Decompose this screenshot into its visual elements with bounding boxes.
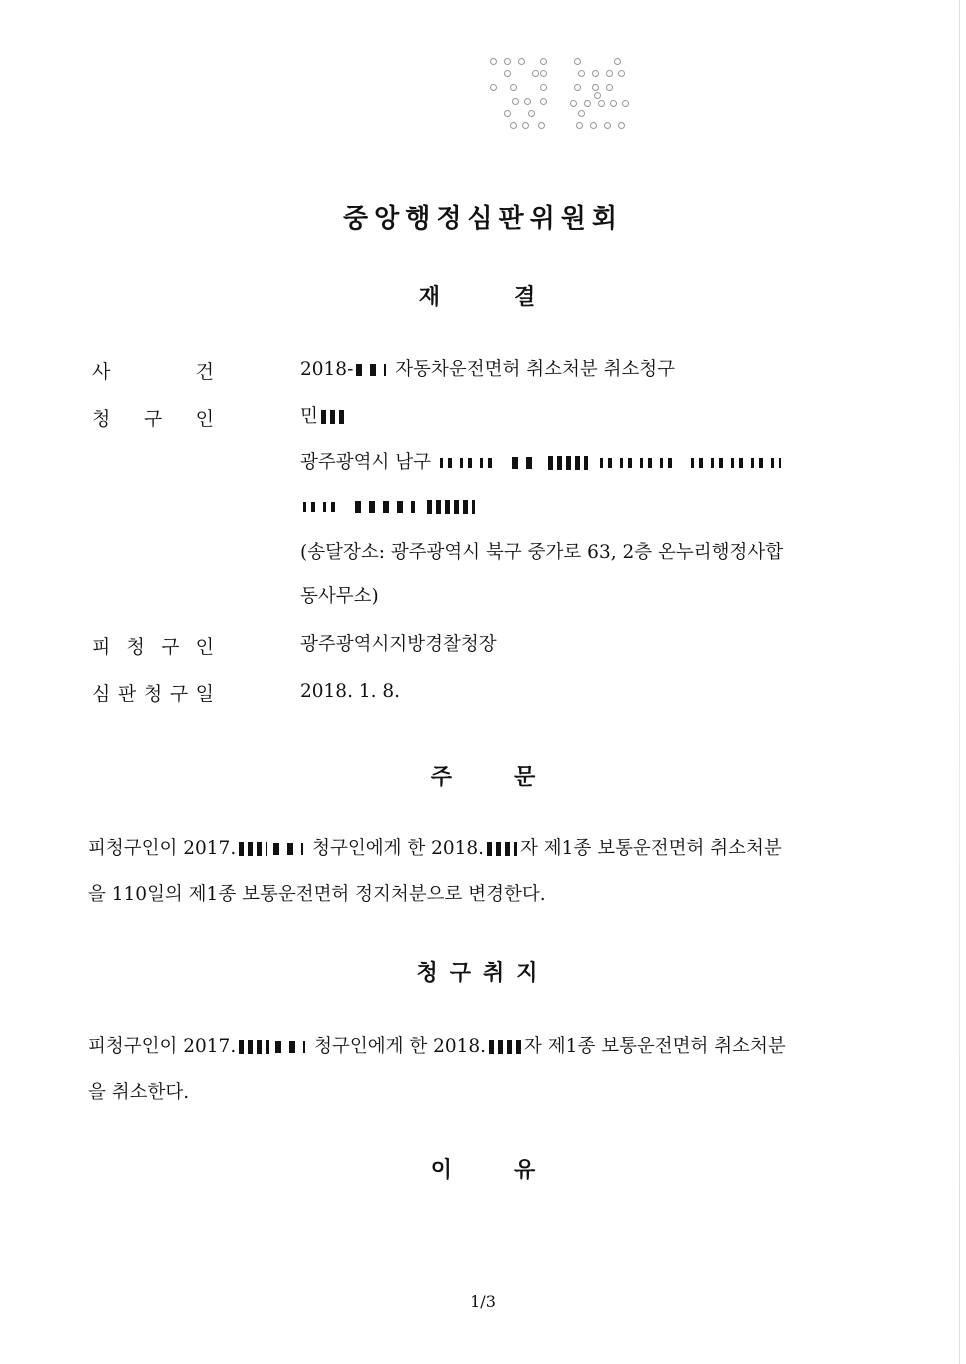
document-type-char: 재 bbox=[418, 285, 452, 310]
case-value bbox=[300, 355, 675, 385]
redacted-block bbox=[691, 458, 781, 468]
redacted-block bbox=[303, 502, 343, 512]
page-number: 1/3 bbox=[470, 1292, 496, 1311]
redacted-block bbox=[440, 458, 500, 468]
delivery-address-line2: 동사무소) bbox=[300, 586, 379, 607]
redacted-block bbox=[600, 458, 680, 468]
claimant-address: 광주광역시 남구 bbox=[300, 448, 784, 478]
claim-purpose-line1: 피청구인이 2017. 청구인에게 한 2018. 자 제1종 보통운전면허 취소처분 bbox=[88, 1036, 786, 1057]
redacted-block bbox=[239, 1040, 269, 1054]
redacted-block bbox=[355, 501, 415, 513]
claim-purpose-line2: 을 취소한다. bbox=[88, 1082, 190, 1103]
claimant-address-cont bbox=[300, 492, 478, 522]
order-line2: 을 110일의 제1종 보통운전면허 정지처분으로 변경한다. bbox=[88, 884, 546, 905]
registration-stamp bbox=[482, 52, 632, 132]
redacted-block bbox=[321, 410, 347, 424]
organization-title: 중앙행정심판위원회 bbox=[342, 204, 624, 234]
case-prefix: 2018- bbox=[300, 359, 354, 380]
filing-date-label: 심 판 청 구 일 bbox=[92, 682, 214, 705]
order-title: 주 문 bbox=[430, 765, 536, 790]
document-type-char: 결 bbox=[514, 285, 548, 310]
claimant-name: 민 bbox=[300, 402, 350, 432]
document-type-title bbox=[0, 280, 966, 311]
redacted-block bbox=[239, 842, 267, 856]
delivery-address-line1: (송달장소: 광주광역시 북구 중가로 63, 2층 온누리행정사합 bbox=[300, 542, 784, 563]
redacted-block bbox=[275, 1041, 305, 1053]
redacted-block bbox=[356, 364, 386, 376]
case-title: 자동차운전면허 취소처분 취소청구 bbox=[389, 359, 676, 380]
reason-title: 이 유 bbox=[430, 1158, 536, 1183]
respondent-label: 피 청 구 인 bbox=[92, 635, 214, 658]
redacted-block bbox=[512, 457, 536, 469]
redacted-block bbox=[273, 843, 303, 855]
respondent-value: 광주광역시지방경찰청장 bbox=[300, 634, 497, 655]
claimant-label: 청 구 인 bbox=[92, 407, 214, 430]
filing-date-value: 2018. 1. 8. bbox=[300, 681, 401, 702]
redacted-block bbox=[427, 500, 475, 514]
claim-purpose-title: 청구취지 bbox=[416, 961, 550, 986]
redacted-block bbox=[487, 842, 517, 856]
order-line1: 피청구인이 2017. 청구인에게 한 2018. 자 제1종 보통운전면허 취소처분 bbox=[88, 838, 782, 859]
case-label: 사 건 bbox=[92, 360, 214, 383]
redacted-block bbox=[489, 1040, 521, 1054]
redacted-block bbox=[548, 456, 588, 470]
